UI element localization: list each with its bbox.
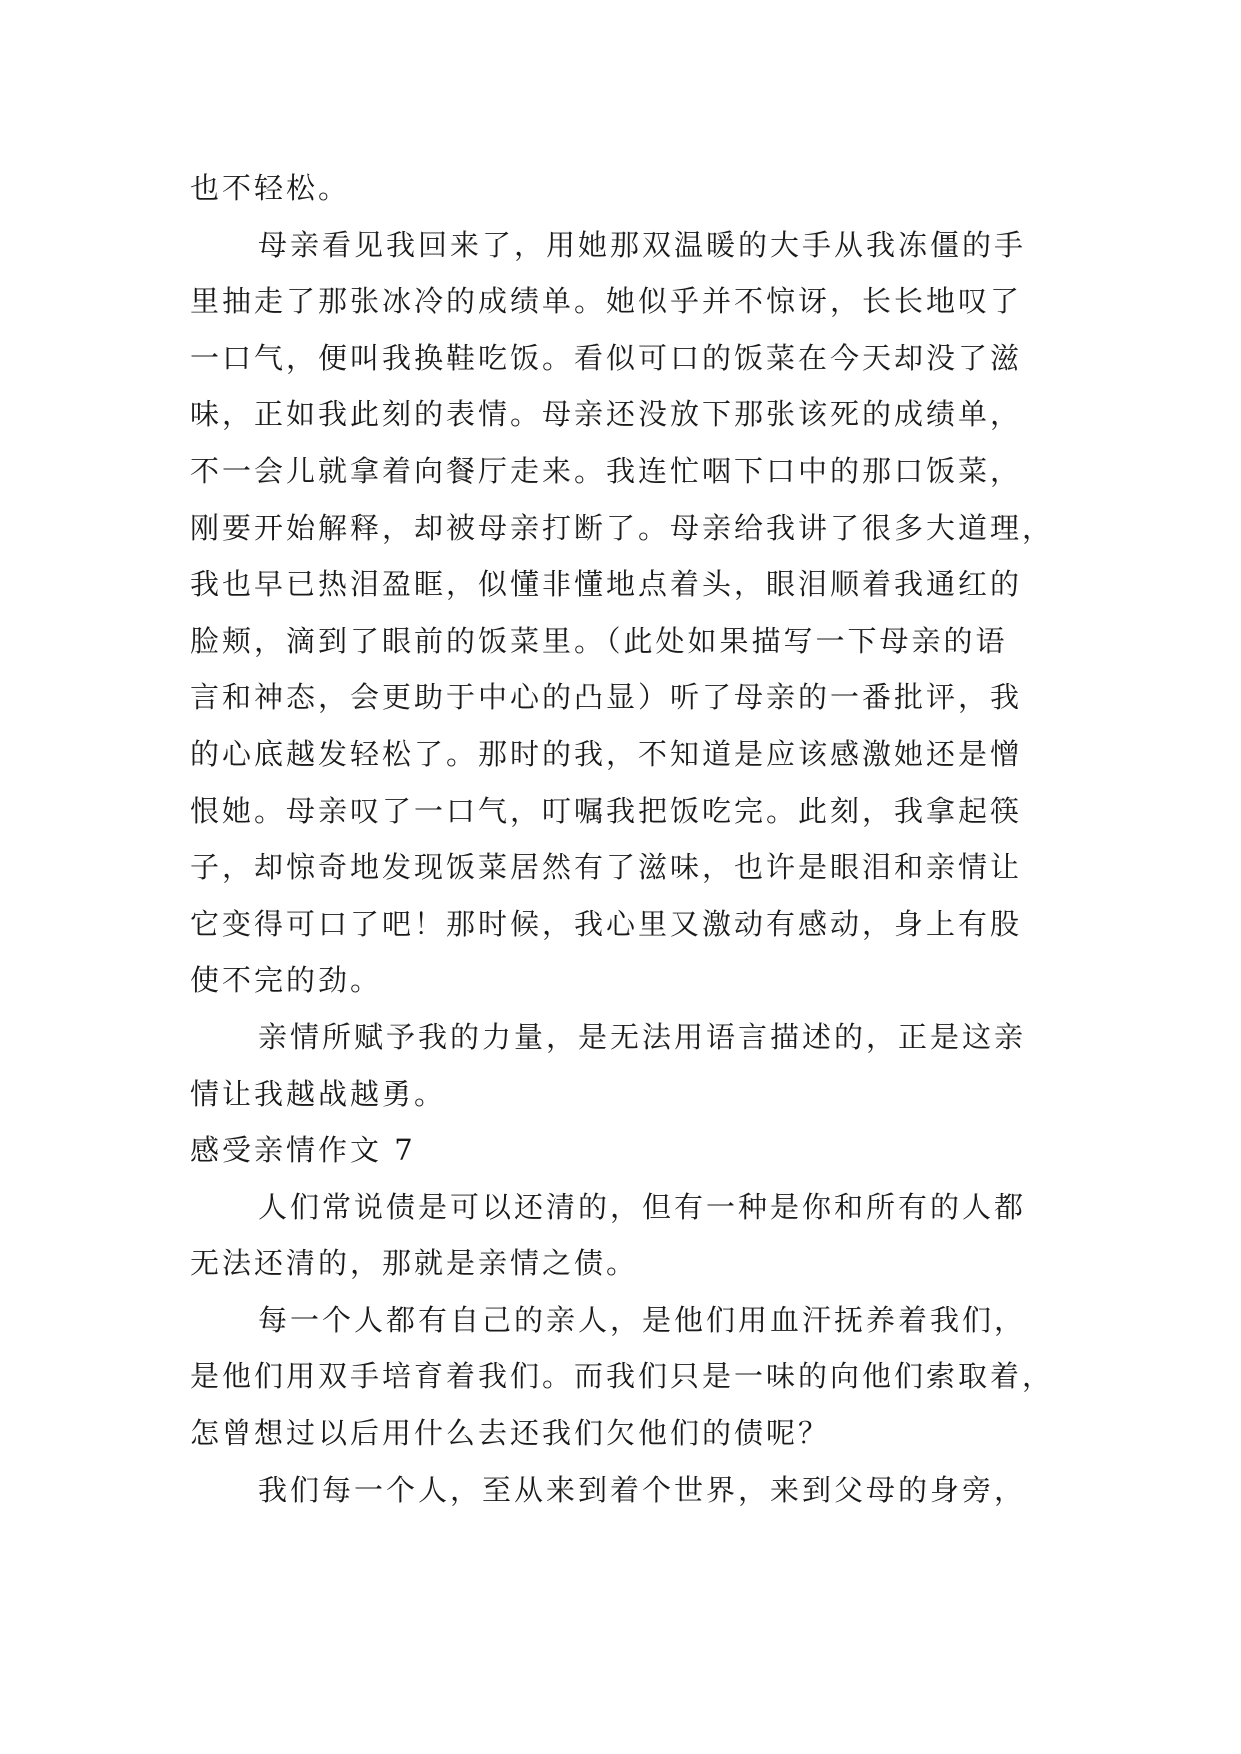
text-line: 亲情所赋予我的力量，是无法用语言描述的，正是这亲 [258,1019,1027,1054]
essay-body [190,160,1060,1518]
text-line: 母亲看见我回来了，用她那双温暖的大手从我冻僵的手 [258,227,1027,262]
text-line: 是他们用双手培育着我们。而我们只是一味的向他们索取着， [190,1359,1055,1394]
section-heading: 感受亲情作文 7 [190,1133,416,1168]
text-line: 它变得可口了吧！那时候，我心里又激动有感动，身上有股 [190,906,1023,941]
text-line: 子，却惊奇地发现饭菜居然有了滋味，也许是眼泪和亲情让 [190,850,1023,885]
text-line: 情让我越战越勇。 [190,1076,447,1111]
text-line: 也不轻松。 [190,171,351,205]
text-line: 无法还清的，那就是亲情之债。 [190,1246,639,1281]
text-line: 每一个人都有自己的亲人，是他们用血汗抚养着我们， [258,1302,1027,1337]
text-line: 味，正如我此刻的表情。母亲还没放下那张该死的成绩单， [190,397,1023,432]
text-line: 言和神态，会更助于中心的凸显）听了母亲的一番批评，我 [190,680,1023,715]
text-line: 使不完的劲。 [190,963,383,998]
text-line: 怎曾想过以后用什么去还我们欠他们的债呢？ [190,1416,831,1451]
text-line: 恨她。母亲叹了一口气，叮嘱我把饭吃完。此刻，我拿起筷 [190,793,1023,828]
text-line: 不一会儿就拿着向餐厅走来。我连忙咽下口中的那口饭菜， [190,453,1023,488]
text-line: 刚要开始解释，却被母亲打断了。母亲给我讲了很多大道理， [190,510,1055,545]
text-line: 的心底越发轻松了。那时的我，不知道是应该感激她还是憎 [190,736,1023,771]
text-line: 我们每一个人，至从来到着个世界，来到父母的身旁， [258,1472,1027,1507]
text-line: 我也早已热泪盈眶，似懂非懂地点着头，眼泪顺着我通红的 [190,567,1023,602]
text-line: 脸颊，滴到了眼前的饭菜里。（此处如果描写一下母亲的语 [190,623,1008,658]
text-line: 一口气，便叫我换鞋吃饭。看似可口的饭菜在今天却没了滋 [190,340,1023,375]
text-line: 里抽走了那张冰冷的成绩单。她似乎并不惊讶，长长地叹了 [190,284,1023,319]
text-line: 人们常说债是可以还清的，但有一种是你和所有的人都 [258,1189,1027,1224]
